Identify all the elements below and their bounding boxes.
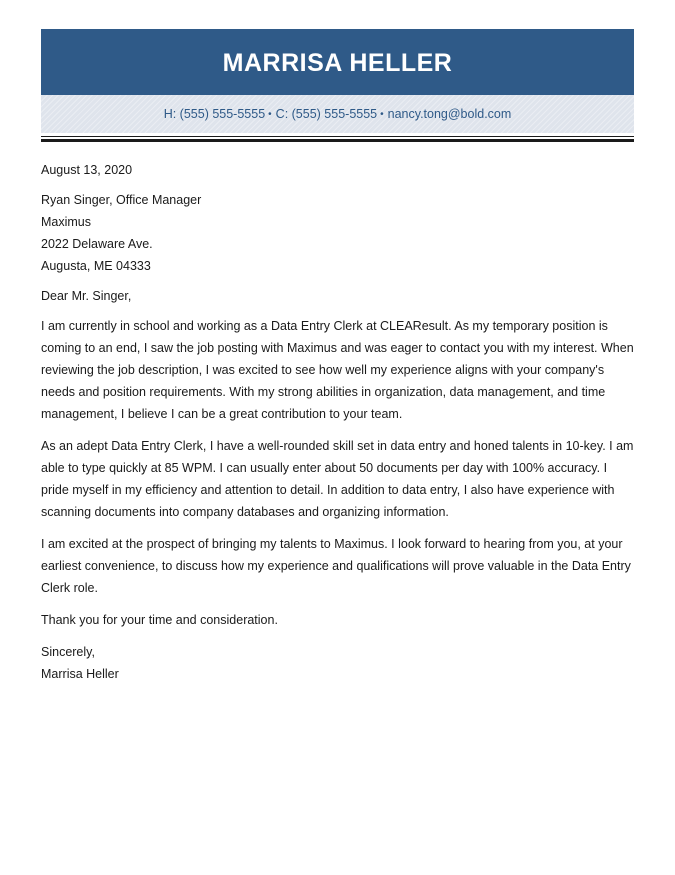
body-paragraph: Thank you for your time and consideration. — [41, 613, 278, 627]
bullet-separator-icon: • — [380, 108, 384, 120]
cell-phone: C: (555) 555-5555 — [275, 107, 378, 121]
header-divider-thin — [41, 136, 634, 137]
body-paragraph: I am excited at the prospect of bringing my talents to Maximus. I look forward to hearing from you, at your earliest convenience, to discuss how my experience and qualifications will prove valuable in the Data Entry Clerk role. — [41, 537, 631, 595]
applicant-name: MARRISA HELLER — [222, 49, 453, 77]
salutation: Dear Mr. Singer, — [41, 289, 132, 303]
home-phone: H: (555) 555-5555 — [163, 107, 266, 121]
header-divider-thick — [41, 139, 634, 142]
recipient-company: Maximus — [41, 215, 92, 229]
bullet-separator-icon: • — [268, 108, 272, 120]
contact-bar — [41, 95, 634, 133]
email-address: nancy.tong@bold.com — [387, 107, 512, 121]
closing-phrase: Sincerely, — [41, 645, 95, 659]
letter-date: August 13, 2020 — [41, 163, 133, 177]
closing-block — [41, 641, 637, 685]
recipient-city-state-zip: Augusta, ME 04333 — [41, 259, 151, 273]
header-band — [41, 29, 634, 95]
body-paragraph: I am currently in school and working as a Data Entry Clerk at CLEAResult. As my temporary position is coming to an end, I saw the job posting with Maximus and was eager to contact you with my interest. When reviewing the job description, I was excited to see how well my experience aligns with your company's needs and position requirements. With my strong abilities in organization, data management, and time management, I believe I can be a great contribution to your team. — [41, 319, 634, 421]
recipient-name-title: Ryan Singer, Office Manager — [41, 193, 202, 207]
signature-name: Marrisa Heller — [41, 667, 119, 681]
recipient-street: 2022 Delaware Ave. — [41, 237, 153, 251]
body-paragraph: As an adept Data Entry Clerk, I have a well-rounded skill set in data entry and honed talents in 10-key. I am able to type quickly at 85 WPM. I can usually enter about 50 documents per day with 100% accuracy. I pride myself in my efficiency and attention to detail. In addition to data entry, I also have experience with scanning documents into company databases and organizing information. — [41, 439, 634, 519]
recipient-block — [41, 189, 637, 277]
letter-body — [41, 159, 637, 685]
